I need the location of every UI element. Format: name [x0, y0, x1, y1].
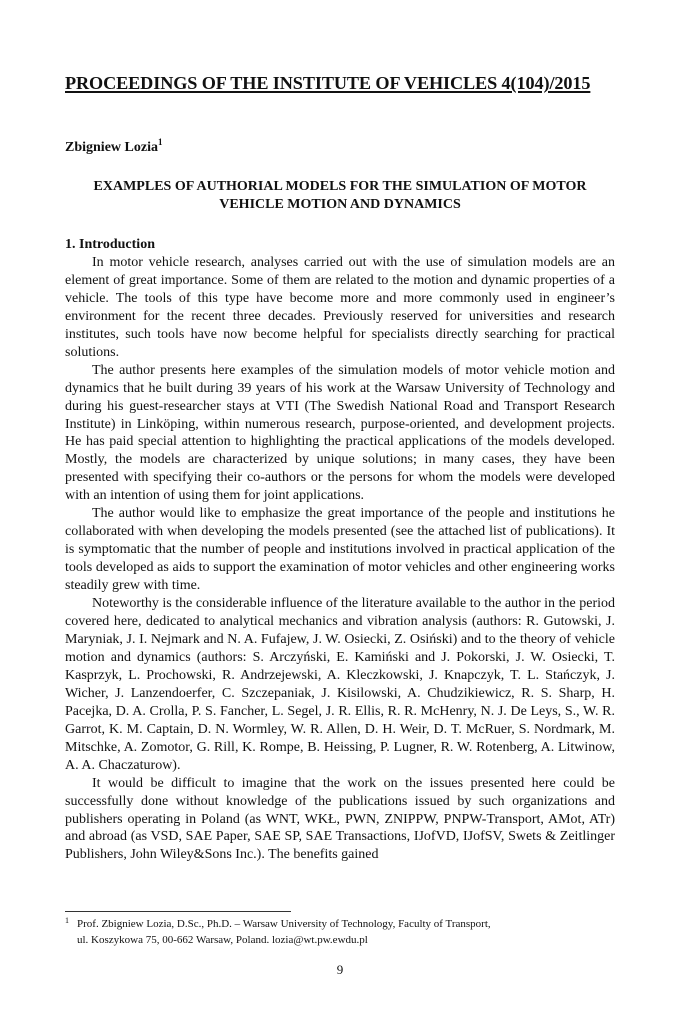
paragraph: The author would like to emphasize the great importance of the people and institutions he collaborated with when developing the models presented (see the attached list of publications). It is symptomatic that the number of people and institutions involved in practical application of the tools developed as aids to support the examination of motor vehicles and other engineering works steadily grew with time. [65, 506, 615, 594]
paragraph: The author presents here examples of the simulation models of motor vehicle motion and dynamics that he built during 39 years of his work at the Warsaw University of Technology and during his guest-researcher stays at VTI (The Swedish National Road and Transport Research Institute) in Linköping, within numerous research, purpose-oriented, and development projects. He has paid special attention to highlighting the practical applications of the models developed. Mostly, the models are characterized by unique solutions; in many cases, they have been presented with specifying their co-authors or the persons for whom the models were developed with an intention of using them for joint applications. [65, 362, 615, 504]
footnote-text-1: Prof. Zbigniew Lozia, D.Sc., Ph.D. – Warsaw University of Technology, Faculty of Transport, [77, 918, 491, 930]
journal-header: PROCEEDINGS OF THE INSTITUTE OF VEHICLES 4(104)/2015 [65, 73, 591, 93]
author-footnote-ref: 1 [157, 137, 163, 147]
paragraph: Noteworthy is the considerable influence of the literature available to the author in the period covered here, dedicated to analytical mechanics and vibration analysis (authors: R. Gutowski, J. Maryniak, J. I. Nejmark and N. A. Fufajew, J. W. Osiecki, Z. Osiński) and to the theory of vehicle motion and dynamics (authors: S. Arczyński, E. Kamiński and J. Pokorski, J. W. Osiecki, T. Kasprzyk, L. Prochowski, R. Andrzejewski, A. Kleczkowski, J. Knapczyk, T. L. Stańczyk, J. Wicher, J. Lanzendoerfer, C. Szczepaniak, J. Kisilowski, A. Chudzikiewicz, R. S. Sharp, H. Pacejka, D. A. Crolla, P. S. Fancher, L. Segel, J. R. Ellis, R. R. McHenry, N. J. De Leys, S., W. R. Garrot, K. M. Captain, D. N. Wormley, W. R. Allen, D. H. Weir, D. T. McRuer, S. Nordmark, M. Mitschke, A. Zomotor, G. Rill, K. Rompe, B. Heissing, P. Lugner, R. W. Rotenberg, A. Litwinow, A. A. Chaczaturow). [65, 596, 615, 773]
footnote-text-2: ul. Koszykowa 75, 00-662 Warsaw, Poland. lozia@wt.pw.ewdu.pl [77, 933, 368, 946]
body-text [65, 236, 615, 864]
footnote-line-1: 1 Prof. Zbigniew Lozia, D.Sc., Ph.D. – Warsaw University of Technology, Faculty of Transport, [65, 916, 491, 930]
author-line [65, 137, 163, 156]
footnote [65, 917, 615, 948]
article-title: EXAMPLES OF AUTHORIAL MODELS FOR THE SIMULATION OF MOTOR VEHICLE MOTION AND DYNAMICS [93, 179, 587, 212]
paragraph: In motor vehicle research, analyses carried out with the use of simulation models are an element of great importance. Some of them are related to the motion and dynamic properties of a vehicle. The tools of this type have become more and more commonly used in engineer’s environment for the recent three decades. Previously reserved for universities and research institutes, such tools have now become helpful for specialists directly searching for practical solutions. [65, 254, 615, 360]
footnote-rule [65, 911, 291, 912]
paragraph: It would be difficult to imagine that the work on the issues presented here could be successfully done without knowledge of the publications issued by such organizations and publishers operating in Poland (as WNT, WKŁ, PWN, ZNIPPW, PNPW-Transport, AMot, ATr) and abroad (as VSD, SAE Paper, SAE SP, SAE Transactions, IJofVD, IJofSV, Swets & Zeitlinger Publishers, John Wiley&Sons Inc.). The benefits gained [65, 775, 615, 863]
page-number: 9 [336, 962, 344, 977]
section-heading: 1. Introduction [65, 237, 155, 252]
author-name: Zbigniew Lozia [65, 140, 158, 155]
